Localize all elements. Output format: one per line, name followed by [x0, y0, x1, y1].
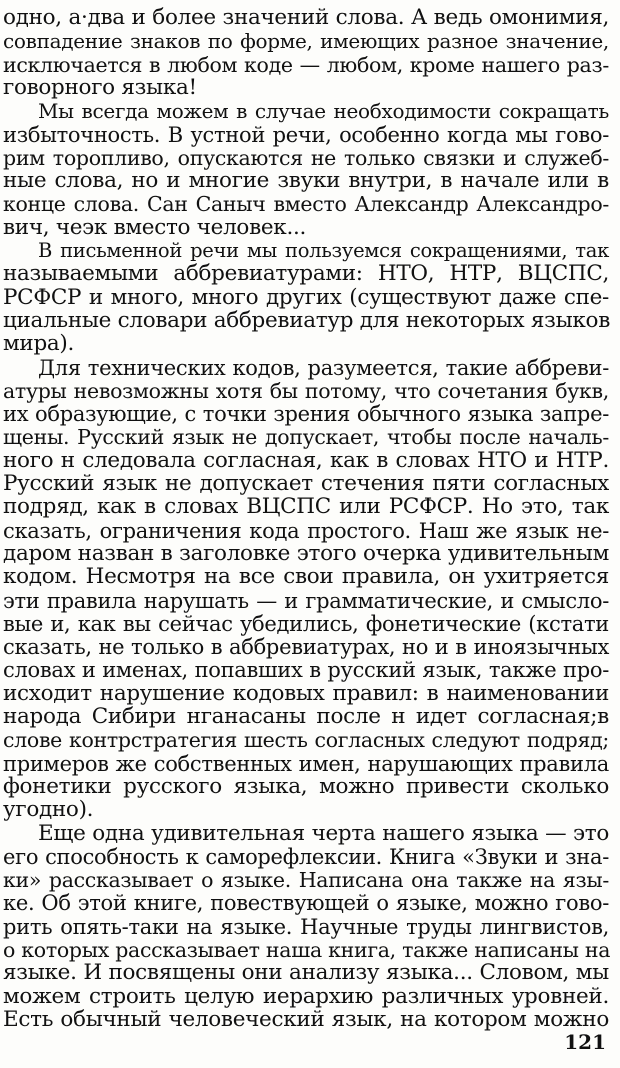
text-line: примеров же собственных имен, нарушающих правила	[3, 751, 609, 776]
text-line: В письменной речи мы пользуемся сокращениями, так	[38, 239, 609, 262]
text-line: исходит нарушение кодовых правил: в наименовании	[3, 680, 609, 706]
text-line: РСФСР и много, много других (существуют даже спе-	[3, 284, 609, 310]
text-line: щены. Русский язык не допускает, чтобы после началь-	[3, 425, 609, 450]
text-line: угодно).	[3, 797, 94, 823]
text-line: народа Сибири нганасаны после н идет согласная;в	[3, 704, 609, 729]
text-line: Еще одна удивительная черта нашего языка — это	[38, 820, 609, 846]
text-line: Русский язык не допускает стечения пяти согласных	[3, 471, 609, 496]
text-line: их образующие, с точки зрения обычного языка запре-	[3, 402, 609, 427]
text-line: исключается в любом коде — любом, кроме нашего раз-	[3, 52, 609, 77]
text-line: циальные словари аббревиатур для некоторых языков	[3, 307, 611, 333]
text-line: мира).	[3, 331, 75, 357]
text-line: фонетики русского языка, можно привести сколько	[3, 773, 609, 799]
text-line: рим торопливо, опускаются не только связки и служеб-	[3, 145, 609, 170]
text-line: ные слова, но и многие звуки внутри, в начале или в	[3, 168, 609, 194]
text-line: ки» рассказывает о языке. Написана она также на язы-	[3, 868, 609, 893]
text-line: ного н следовала согласная, как в словах НТО и НТР.	[3, 447, 609, 473]
text-line: подряд, как в словах ВЦСПС или РСФСР. Но это, так	[3, 494, 609, 520]
text-line: совпадение знаков по форме, имеющих разное значение,	[3, 29, 609, 54]
text-line: слове контрстратегия шесть согласных следуют подряд;	[3, 728, 609, 753]
text-line: рить опять-таки на языке. Научные труды лингвистов,	[3, 914, 609, 939]
text-line: сказать, ограничения кода простого. Наш же язык не-	[3, 518, 609, 543]
text-line: сказать, не только в аббревиатурах, но и в иноязычных	[3, 635, 609, 660]
text-line: словах и именах, попавших в русский язык, также про-	[3, 658, 609, 683]
text-line: о которых рассказывает наша книга, также написаны на	[3, 938, 611, 962]
text-line: языке. И посвящены они анализу языка... Словом, мы	[3, 960, 609, 986]
text-line: вые и, как вы сейчас убедились, фонетические (кстати	[3, 611, 609, 636]
text-line: Есть обычный человеческий язык, на котором можно	[3, 1006, 609, 1032]
text-line: эти правила нарушать — и грамматические, и смысло-	[3, 588, 609, 613]
text-line: Для технических кодов, разумеется, такие аббреви-	[38, 355, 609, 380]
text-line: конце слова. Сан Саныч вместо Александр Александро-	[3, 192, 609, 217]
text-line: даром назван в заголовке этого очерка удивительным	[3, 540, 609, 566]
text-line: вич, чеэк вместо человек...	[3, 214, 307, 240]
text-line: говорного языка!	[3, 74, 197, 100]
text-line: атуры невозможны хотя бы потому, что сочетания букв,	[3, 378, 609, 403]
text-line: избыточность. В устной речи, особенно когда мы гово-	[3, 122, 609, 147]
page-number: 121	[564, 1030, 606, 1054]
text-line: можем строить целую иерархию различных уровней.	[3, 983, 609, 1009]
text-line: кодом. Несмотря на все свои правила, он ухитряется	[3, 564, 609, 590]
text-line: ке. Об этой книге, повествующей о языке, можно гово-	[3, 891, 609, 916]
text-line: его способность к саморефлексии. Книга «Звуки и зна-	[3, 844, 609, 869]
text-line: называемыми аббревиатурами: НТО, НТР, ВЦСПС,	[3, 261, 609, 287]
text-line: Мы всегда можем в случае необходимости сокращать	[38, 99, 609, 124]
text-line: одно, а·два и более значений слова. А ведь омонимия,	[3, 5, 609, 30]
